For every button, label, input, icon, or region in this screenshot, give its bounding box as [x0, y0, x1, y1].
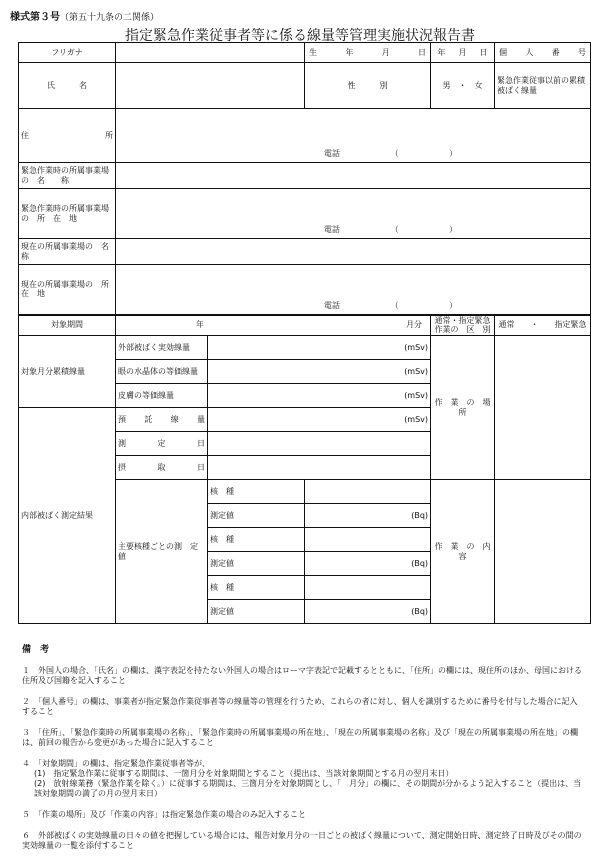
- measured-2-label: 測定値: [208, 552, 305, 576]
- note-4-item-2: (2) 放射線業務（緊急作業を除く。）に従事する期間は、三箇月分を対象期間とし、「 月分」の欄に、その期間が分かるよう記入すること（提出は、当該対象期間の満了の月の翌月末日）: [34, 779, 582, 799]
- measured-3-label: 測定値: [208, 600, 305, 624]
- emergency-phone: 電話 （ ）: [324, 225, 458, 235]
- address-label: 住 所: [19, 109, 116, 163]
- nuclide-3-field[interactable]: [305, 576, 431, 600]
- measured-1-label: 測定値: [208, 504, 305, 528]
- nuclide-2-label: 核 種: [208, 528, 305, 552]
- emergency-company-name-label: 緊急作業時の所属事業場の 名 称: [19, 163, 116, 189]
- note-6: ６ 外部被ばくの実効線量の日々の値を把握している場合には、報告対象月分の一日ごとの被ばく線量について、測定開始日時、測定終了日時及びその間の実効線量の一覧を添付すること: [22, 831, 582, 851]
- estimated-dose-field[interactable]: (mSv): [208, 408, 431, 432]
- prior-dose-label: 緊急作業従事以前の累積被ばく線量: [495, 63, 591, 109]
- measured-2-field[interactable]: (Bq): [305, 552, 431, 576]
- nuclide-1-label: 核 種: [208, 480, 305, 504]
- address-field[interactable]: [116, 109, 591, 163]
- external-dose-field[interactable]: (mSv): [208, 336, 431, 360]
- month-label: 月: [458, 47, 467, 57]
- emergency-company-location-label: 緊急作業時の所属事業場の 所 在 地: [19, 189, 116, 239]
- furigana-field[interactable]: [116, 43, 305, 63]
- individual-number-label: 個 人 番 号: [495, 43, 591, 63]
- lens-dose-label: 眼の水晶体の等価線量: [116, 360, 208, 384]
- category-label: 通常・指定緊急作業の 区 別: [431, 315, 495, 336]
- skin-dose-field[interactable]: (mSv): [208, 384, 431, 408]
- notes-section: [22, 645, 582, 862]
- intake-date-label: 摂 取 日: [116, 456, 208, 480]
- workplace-field[interactable]: [495, 336, 591, 480]
- sex-label: 性 別: [305, 63, 431, 109]
- note-5: ５ 「作業の場所」及び「作業の内容」は指定緊急作業の場合のみ記入すること: [22, 810, 306, 820]
- sex-field[interactable]: 男 ・ 女: [431, 63, 495, 109]
- lens-dose-field[interactable]: (mSv): [208, 360, 431, 384]
- measure-date-field[interactable]: [208, 432, 431, 456]
- note-4-intro: ４ 「対象期間」の欄は、指定緊急作業従事者等が、: [22, 759, 210, 769]
- period-year: 年: [196, 320, 205, 330]
- furigana-label: フリガナ: [19, 43, 116, 63]
- birthdate-field[interactable]: [431, 43, 495, 63]
- current-phone: 電話 （ ）: [324, 300, 458, 310]
- category-field[interactable]: 通常 ・ 指定緊急: [495, 315, 591, 336]
- form-number: 様式第３号（第五十九条の二関係）: [10, 12, 160, 23]
- note-2: ２ 「個人番号」の欄は、事業者が指定緊急作業従事者等の線量等の管理を行うため、これらの者に対し、個人を識別するために番号を付与した場合に記入すること: [22, 697, 578, 717]
- address-phone: 電話 （ ）: [324, 149, 458, 159]
- notes-heading: 備 考: [22, 645, 50, 655]
- name-field[interactable]: [116, 63, 305, 109]
- note-3: ３ 「住所」、「緊急作業時の所属事業場の名称」、「緊急作業時の所属事業場の所在地」、「現在の所属事業場の名称」及び「現在の所属事業場の所在地」の欄は、前回の報告から変更があった場合に記入すること: [22, 728, 578, 748]
- external-dose-label: 外部被ばく実効線量: [116, 336, 208, 360]
- measure-date-label: 測 定 日: [116, 432, 208, 456]
- measured-1-field[interactable]: (Bq): [305, 504, 431, 528]
- nuclide-3-label: 核 種: [208, 576, 305, 600]
- current-company-location-field[interactable]: [116, 265, 591, 315]
- day-label: 日: [479, 47, 488, 57]
- birthdate-label: 生 年 月 日: [305, 43, 431, 63]
- internal-label: 内部被ばく測定結果: [19, 408, 116, 624]
- emergency-company-name-field[interactable]: [116, 163, 591, 189]
- nuclide-1-field[interactable]: [305, 480, 431, 504]
- monthly-dose-label: 対象月分累積線量: [19, 336, 116, 408]
- current-company-name-label: 現在の所属事業場の 名 称: [19, 239, 116, 265]
- period-month-share: 月分: [406, 320, 423, 330]
- skin-dose-label: 皮膚の等価線量: [116, 384, 208, 408]
- workplace-label: 作 業 の 場 所: [431, 336, 495, 480]
- note-1: １ 外国人の場合、「氏名」の欄は、漢字表記を持たない外国人の場合はローマ字表記で記載するとともに、「住所」の欄には、現住所のほか、母国における住所及び国籍を記入すること: [22, 666, 582, 686]
- current-company-location-label: 現在の所属事業場の 所 在 地: [19, 265, 116, 315]
- year-label: 年: [437, 47, 446, 57]
- work-content-field[interactable]: [495, 480, 591, 624]
- note-4-item-1: (1) 指定緊急作業に従事する期間は、一箇月分を対象期間とすること（提出は、当該対象期間とする月の翌月末日）: [34, 769, 454, 779]
- estimated-dose-label: 預 託 線 量: [116, 408, 208, 432]
- note-4: [22, 759, 582, 799]
- target-period-field[interactable]: [116, 315, 431, 336]
- target-period-label: 対象期間: [19, 315, 116, 336]
- measured-3-field[interactable]: (Bq): [305, 600, 431, 624]
- form-number-note: （第五十九条の二関係）: [60, 13, 160, 23]
- nuclide-label: 主要核種ごとの測 定 値: [116, 480, 208, 624]
- report-form-table: [18, 42, 591, 624]
- name-label: 氏 名: [19, 63, 116, 109]
- work-content-label: 作 業 の 内 容: [431, 480, 495, 624]
- nuclide-2-field[interactable]: [305, 528, 431, 552]
- current-company-name-field[interactable]: [116, 239, 591, 265]
- emergency-company-location-field[interactable]: [116, 189, 591, 239]
- document-title: 指定緊急作業従事者等に係る線量等管理実施状況報告書: [125, 28, 475, 44]
- intake-date-field[interactable]: [208, 456, 431, 480]
